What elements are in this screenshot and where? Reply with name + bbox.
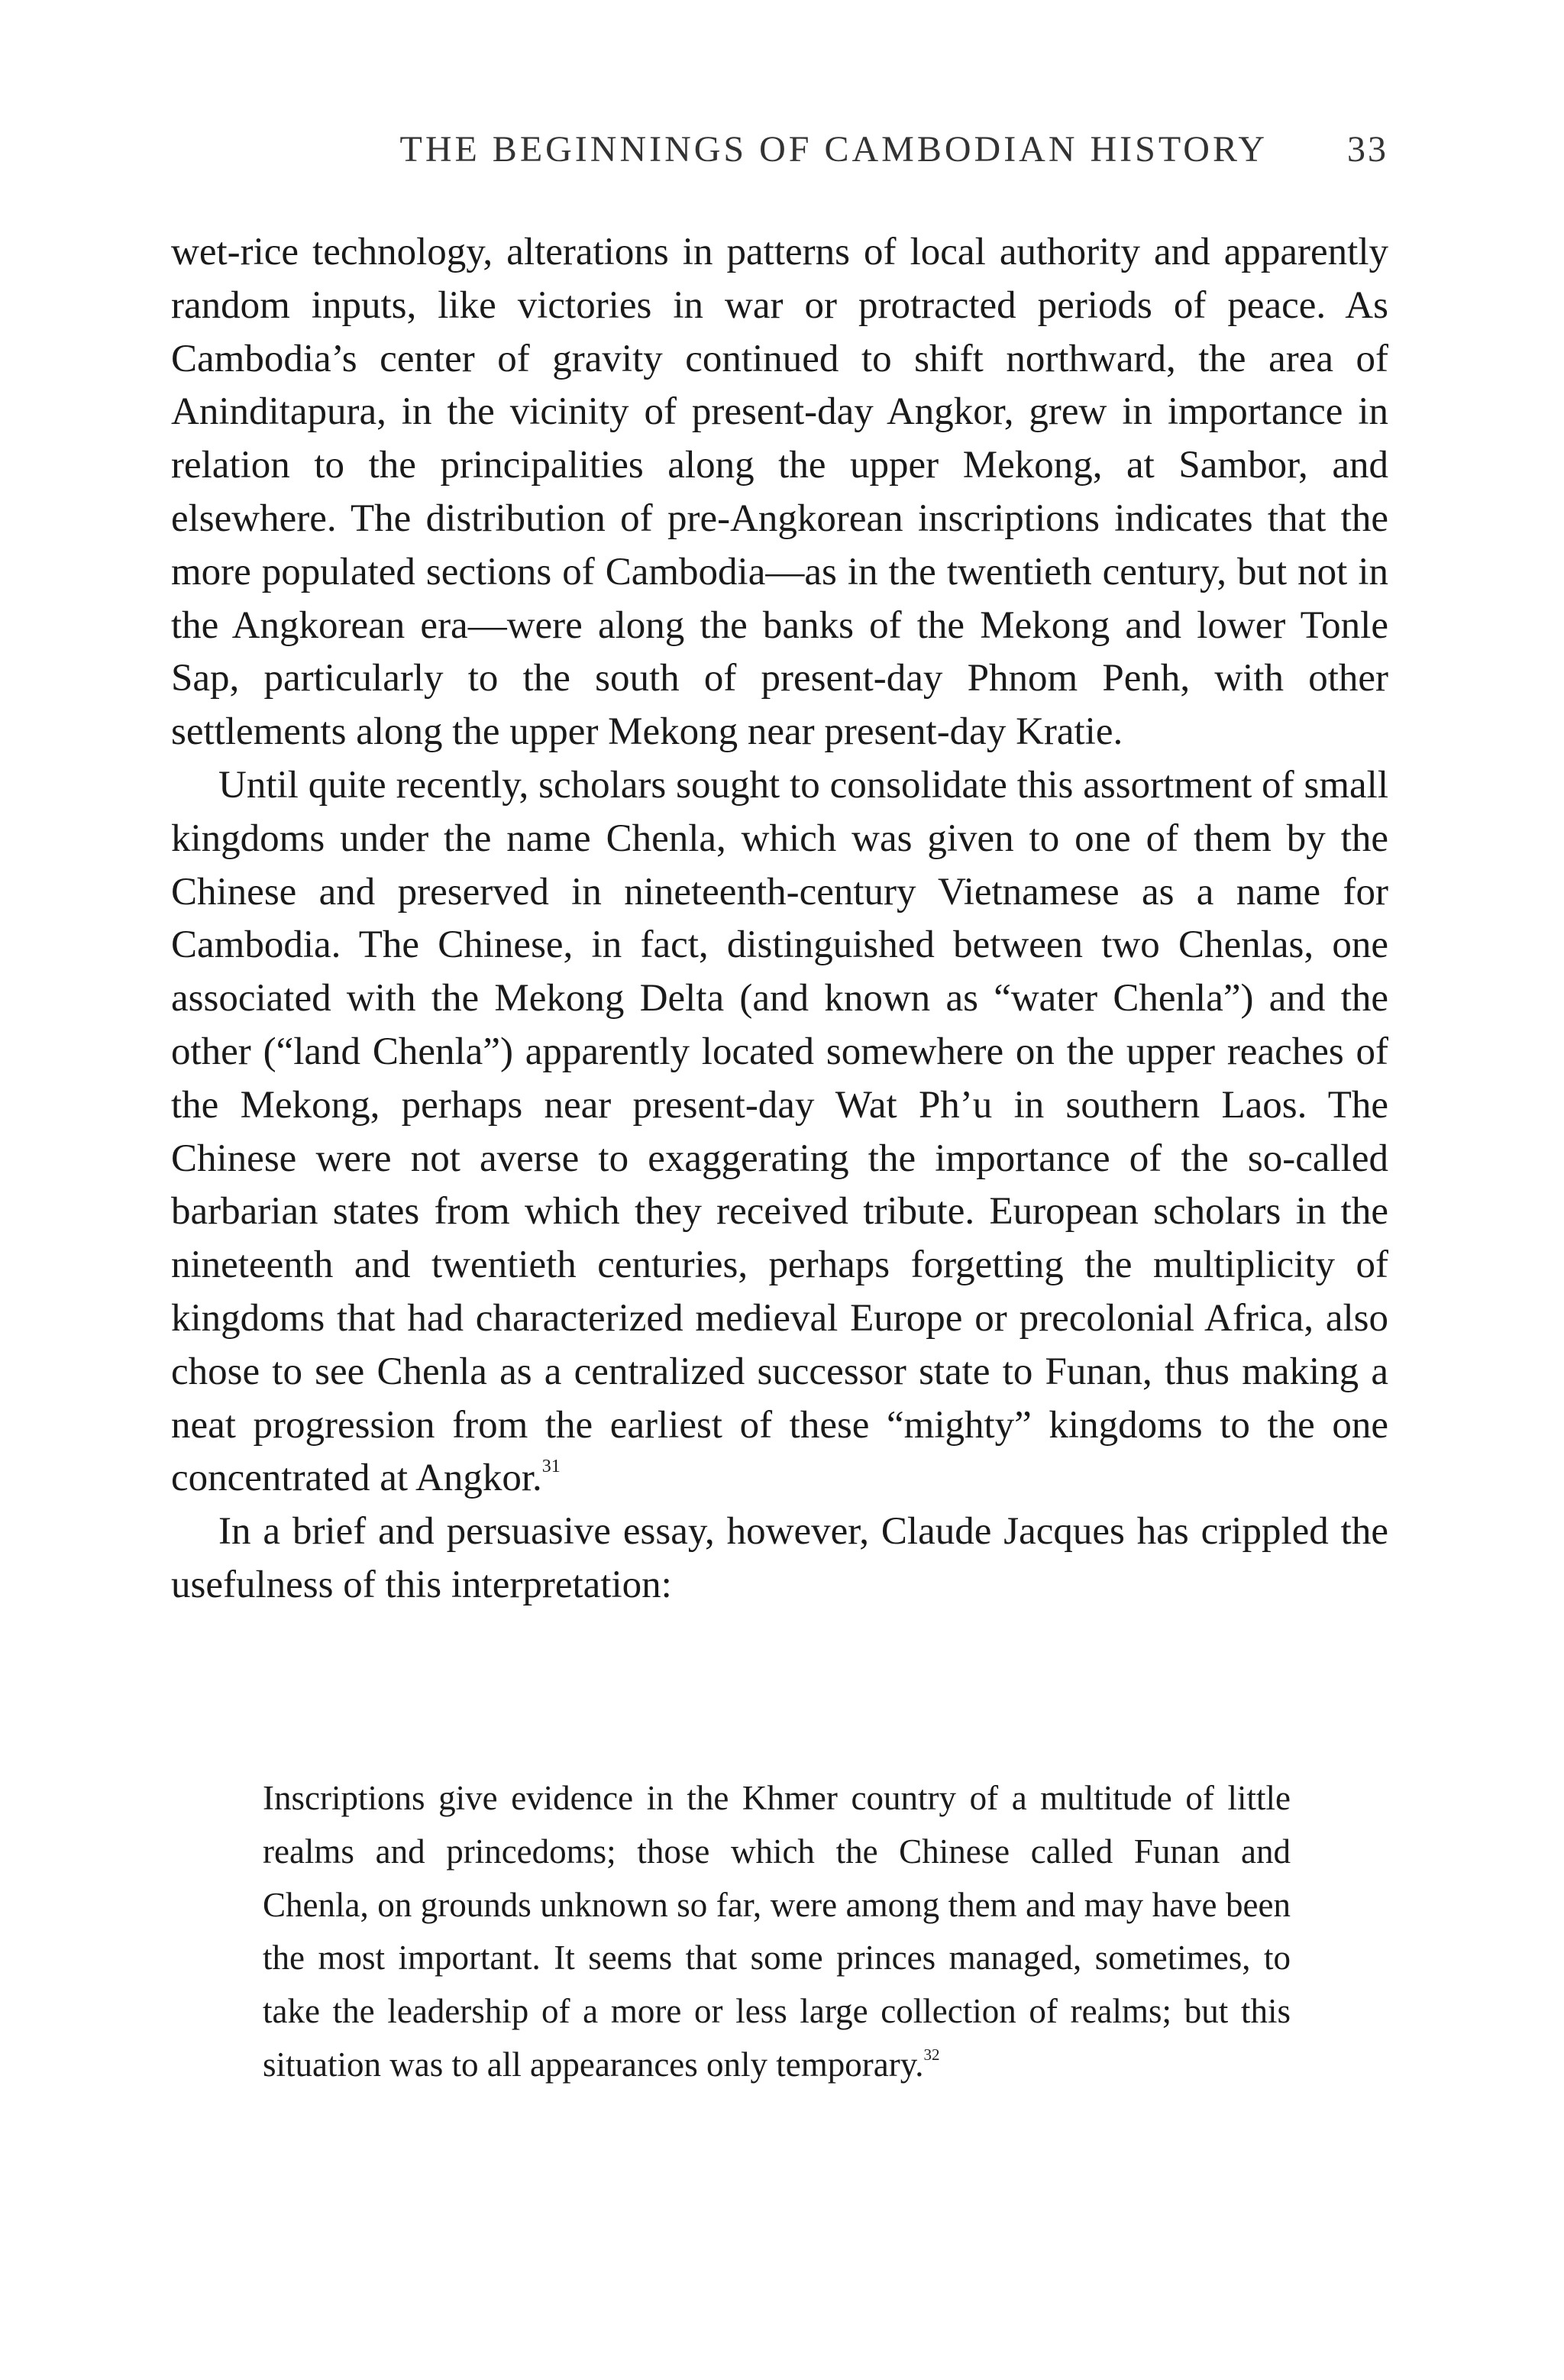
paragraph [171, 1505, 1388, 1612]
footnote-marker: 32 [923, 2045, 940, 2064]
running-head: THE BEGINNINGS OF CAMBODIAN HISTORY [399, 129, 1268, 170]
footnote-marker: 31 [541, 1457, 561, 1477]
paragraph [171, 759, 1388, 1505]
page-number: 33 [1347, 129, 1388, 170]
block-quote [263, 1772, 1291, 2092]
page-header [171, 128, 1388, 174]
paragraph-text: wet-rice technology, alterations in patterns of local authority and apparently random inputs, like victories in war or protracted periods of peace. As Cambodia’s center of gravity continued to shift northward, the area of Aninditapura, in the vicinity of present-day Angkor, grew in importance in relation to the principalities along the upper Mekong, at Sambor, and elsewhere. The distribution of pre-Angkorean inscriptions indicates that the more populated sections of Cambodia—as in the twentieth century, but not in the Angkorean era—were along the banks of the Mekong and lower Tonle Sap, particularly to the south of present-day Phnom Penh, with other settlements along the upper Mekong near present-day Kratie. [171, 231, 1388, 754]
quote-paragraph [263, 1772, 1291, 2092]
quote-text: Inscriptions give evidence in the Khmer country of a multitude of little realms and princedoms; those which the Chinese called Funan and Chenla, on grounds unknown so far, were among them and may have been the most important. It seems that some princes managed, sometimes, to take the leadership of a more or less large collection of realms; but this situation was to all appearances only temporary. [263, 1779, 1291, 2084]
paragraph-text: In a brief and persuasive essay, however, Claude Jacques has crippled the usefulness of this interpretation: [171, 1510, 1388, 1606]
body-text [171, 226, 1388, 1612]
paragraph-text: Until quite recently, scholars sought to consolidate this assortment of small kingdoms under the name Chenla, which was given to one of them by the Chinese and preserved in nineteenth-century Vietnamese as a name for Cambodia. The Chinese, in fact, distinguished between two Chenlas, one associated with the Mekong Delta (and known as “water Chenla”) and the other (“land Chenla”) apparently located somewhere on the upper reaches of the Mekong, perhaps near present-day Wat Ph’u in southern Laos. The Chinese were not averse to exaggerating the importance of the so-called barbarian states from which they received tribute. European scholars in the nineteenth and twentieth centuries, perhaps forgetting the multiplicity of kingdoms that had characterized medieval Europe or precolonial Africa, also chose to see Chenla as a centralized successor state to Funan, thus making a neat progression from the earliest of these “mighty” kingdoms to the one concentrated at Angkor. [171, 763, 1388, 1500]
paragraph [171, 226, 1388, 759]
